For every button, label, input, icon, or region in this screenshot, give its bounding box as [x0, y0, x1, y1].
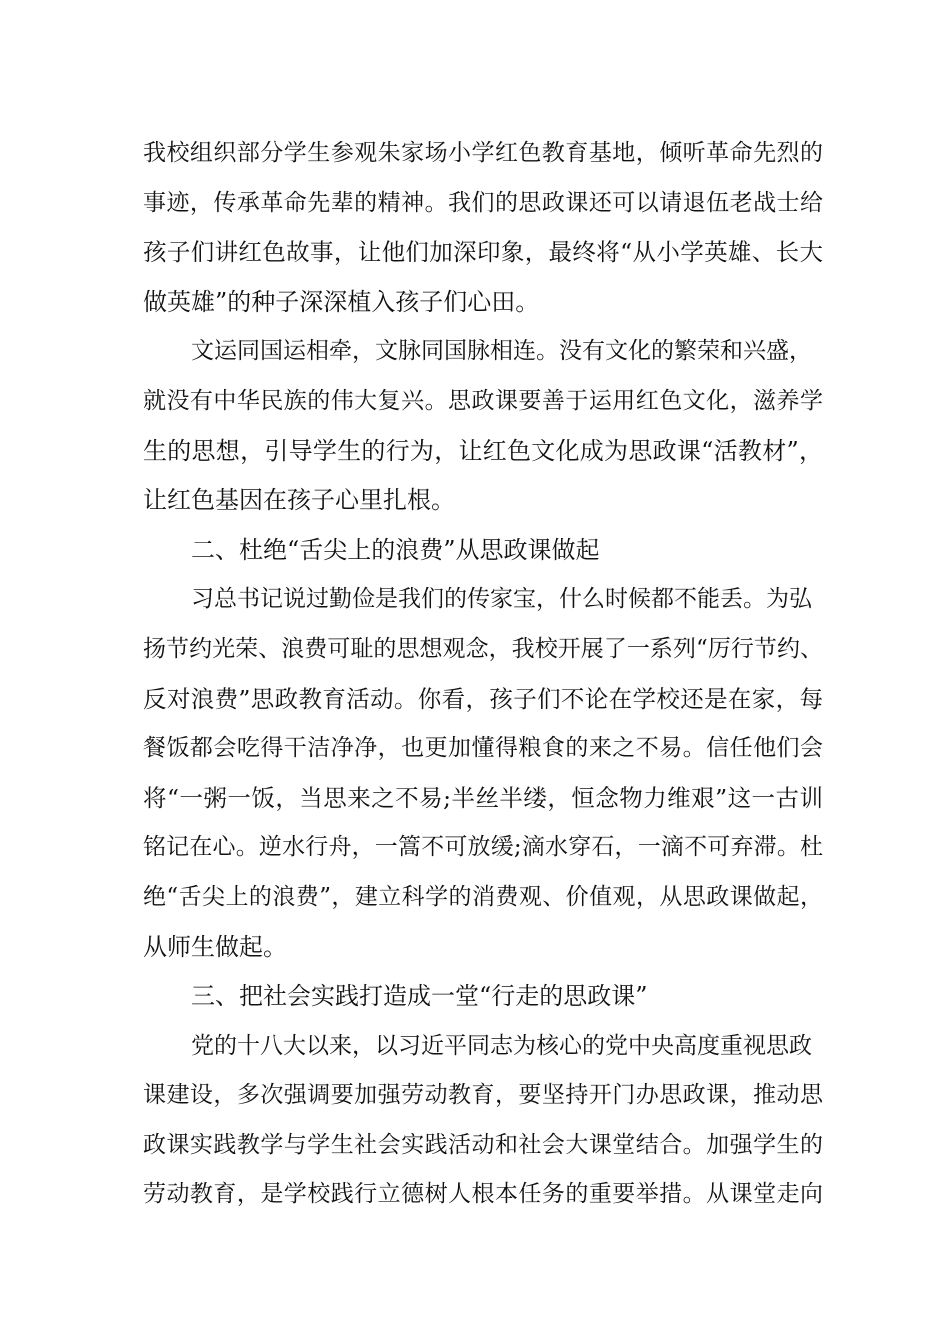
paragraph-line: 党的十八大以来，以习近平同志为核心的党中央高度重视思政 — [191, 1032, 812, 1059]
section-heading: 三、把社会实践打造成一堂“行走的思政课” — [191, 982, 648, 1011]
paragraph-line: 做英雄”的种子深深植入孩子们心田。 — [143, 287, 540, 316]
document-body — [143, 129, 823, 1220]
paragraph-line: 习总书记说过勤俭是我们的传家宝，什么时候都不能丢。为弘 — [191, 586, 812, 613]
paragraph-line: 扬节约光荣、浪费可耻的思想观念，我校开展了一系列“厉行节约、 — [143, 635, 823, 662]
paragraph-line: 将“一粥一饭，当思来之不易;半丝半缕，恒念物力维艰”这一古训 — [143, 783, 823, 812]
paragraph-line: 餐饭都会吃得干洁净净，也更加懂得粮食的来之不易。信任他们会 — [143, 735, 823, 762]
paragraph-line: 反对浪费”思政教育活动。你看，孩子们不论在学校还是在家，每 — [143, 684, 823, 713]
paragraph-line: 文运同国运相牵，文脉同国脉相连。没有文化的繁荣和兴盛， — [191, 338, 812, 365]
paragraph-line: 政课实践教学与学生社会实践活动和社会大课堂结合。加强学生的 — [143, 1131, 823, 1158]
paragraph-line: 事迹，传承革命先辈的精神。我们的思政课还可以请退伍老战士给 — [143, 189, 823, 216]
paragraph-line: 劳动教育，是学校践行立德树人根本任务的重要举措。从课堂走向 — [143, 1181, 823, 1208]
paragraph-line: 让红色基因在孩子心里扎根。 — [143, 486, 455, 515]
paragraph-line: 铭记在心。逆水行舟，一篙不可放缓;滴水穿石，一滴不可弃滞。杜 — [143, 834, 823, 861]
paragraph-line: 孩子们讲红色故事，让他们加深印象，最终将“从小学英雄、长大 — [143, 238, 823, 267]
paragraph-line: 就没有中华民族的伟大复兴。思政课要善于运用红色文化，滋养学 — [143, 387, 823, 414]
paragraph-line: 从师生做起。 — [143, 932, 287, 961]
paragraph-line: 我校组织部分学生参观朱家场小学红色教育基地，倾听革命先烈的 — [143, 140, 823, 166]
paragraph-line: 生的思想，引导学生的行为，让红色文化成为思政课“活教材”， — [143, 436, 823, 465]
paragraph-line: 课建设，多次强调要加强劳动教育，要坚持开门办思政课，推动思 — [143, 1082, 823, 1109]
paragraph-line: 绝“舌尖上的浪费”，建立科学的消费观、价值观，从思政课做起， — [143, 883, 823, 910]
section-heading: 二、杜绝“舌尖上的浪费”从思政课做起 — [191, 535, 600, 564]
